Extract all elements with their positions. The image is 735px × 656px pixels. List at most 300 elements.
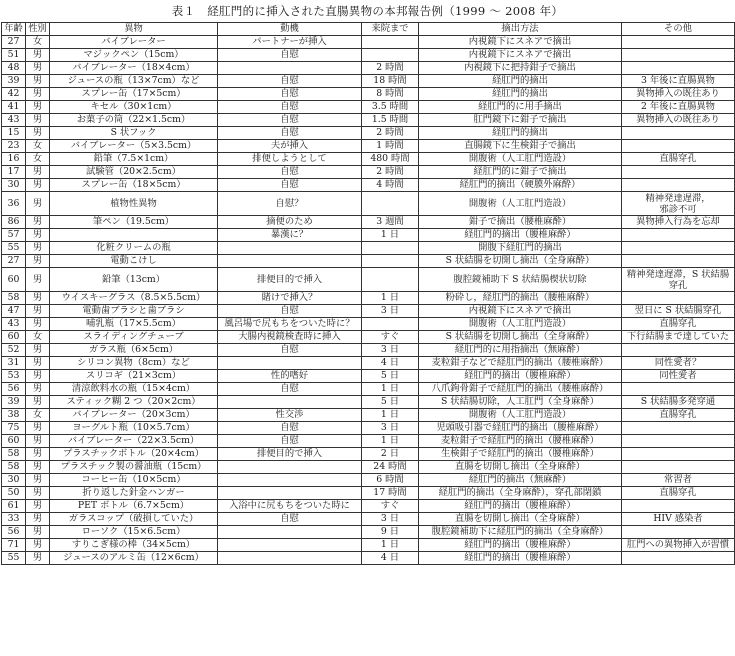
header-extraction-method: 摘出方法: [419, 23, 622, 36]
cell-extraction-method: 麦粒鉗子で経肛門的摘出（腰椎麻酔）: [419, 435, 622, 448]
cell-sex: 男: [26, 292, 50, 305]
cell-motive: 自慰: [218, 422, 362, 435]
cell-time-to-visit: 18 時間: [362, 75, 419, 88]
cell-motive: [218, 487, 362, 500]
cell-motive: [218, 461, 362, 474]
cell-age: 42: [2, 88, 26, 101]
cell-other: 肛門への異物挿入が習慣: [622, 539, 735, 552]
cell-sex: 男: [26, 357, 50, 370]
cell-object: スプレー缶（18×5cm）: [50, 179, 218, 192]
table-row: [2, 242, 735, 255]
cell-other: 直腸穿孔: [622, 153, 735, 166]
table-row: [2, 422, 735, 435]
cell-age: 57: [2, 229, 26, 242]
cell-time-to-visit: 3 日: [362, 422, 419, 435]
cell-age: 60: [2, 435, 26, 448]
cell-object: S 状フック: [50, 127, 218, 140]
cell-age: 58: [2, 448, 26, 461]
cell-age: 58: [2, 461, 26, 474]
table-row: [2, 500, 735, 513]
cell-motive: 自慰: [218, 435, 362, 448]
cell-motive: 自慰: [218, 101, 362, 114]
cell-other: 異物挿入の既往あり: [622, 88, 735, 101]
cell-other: [622, 242, 735, 255]
cell-age: 55: [2, 242, 26, 255]
cell-motive: 自慰: [218, 344, 362, 357]
cell-sex: 男: [26, 422, 50, 435]
cell-motive: 自慰: [218, 49, 362, 62]
cell-time-to-visit: 1 時間: [362, 140, 419, 153]
cell-sex: 男: [26, 62, 50, 75]
cell-other: [622, 255, 735, 268]
cell-sex: 男: [26, 268, 50, 292]
cell-sex: 男: [26, 435, 50, 448]
cell-sex: 男: [26, 344, 50, 357]
cell-time-to-visit: [362, 49, 419, 62]
cell-age: 16: [2, 153, 26, 166]
cell-object: ジュースのアルミ缶（12×6cm）: [50, 552, 218, 565]
cell-extraction-method: 経肛門的摘出（全身麻酔），穿孔部閉鎖: [419, 487, 622, 500]
cell-age: 43: [2, 318, 26, 331]
cell-object: キセル（30×1cm）: [50, 101, 218, 114]
cell-sex: 男: [26, 552, 50, 565]
cell-object: [50, 229, 218, 242]
cell-extraction-method: 経肛門的摘出: [419, 127, 622, 140]
cell-age: 75: [2, 422, 26, 435]
cell-object: コーヒー缶（10×5cm）: [50, 474, 218, 487]
table-row: [2, 318, 735, 331]
cell-extraction-method: 経肛門的摘出（腰椎麻酔）: [419, 370, 622, 383]
foreign-body-table: [1, 22, 735, 565]
cell-object: ジュースの瓶（13×7cm）など: [50, 75, 218, 88]
cell-sex: 男: [26, 500, 50, 513]
cell-object: バイブレーター（5×3.5cm）: [50, 140, 218, 153]
cell-extraction-method: 経肛門的摘出: [419, 88, 622, 101]
cell-other: [622, 526, 735, 539]
cell-object: ガラス瓶（6×5cm）: [50, 344, 218, 357]
cell-age: 39: [2, 396, 26, 409]
table-row: [2, 140, 735, 153]
table-row: [2, 255, 735, 268]
cell-object: シリコン異物（8cm）など: [50, 357, 218, 370]
cell-other: S 状結腸多発穿通: [622, 396, 735, 409]
cell-time-to-visit: 1 日: [362, 409, 419, 422]
cell-other: [622, 127, 735, 140]
cell-object: ローソク（15×6.5cm）: [50, 526, 218, 539]
cell-time-to-visit: 9 日: [362, 526, 419, 539]
header-age: 年齢: [2, 23, 26, 36]
cell-sex: 男: [26, 539, 50, 552]
cell-age: 33: [2, 513, 26, 526]
cell-extraction-method: 八爪鉤骨鉗子で経肛門的摘出（腰椎麻酔）: [419, 383, 622, 396]
header-sex: 性別: [26, 23, 50, 36]
cell-motive: 入浴中に尻もちをついた時に: [218, 500, 362, 513]
cell-age: 60: [2, 331, 26, 344]
cell-extraction-method: 粉砕し，経肛門的摘出（腰椎麻酔）: [419, 292, 622, 305]
table-row: [2, 216, 735, 229]
cell-other: 翌日に S 状結腸穿孔: [622, 305, 735, 318]
header-time-to-visit: 来院まで: [362, 23, 419, 36]
cell-age: 55: [2, 552, 26, 565]
cell-object: スプレー缶（17×5cm）: [50, 88, 218, 101]
cell-sex: 男: [26, 461, 50, 474]
cell-sex: 男: [26, 526, 50, 539]
cell-time-to-visit: [362, 268, 419, 292]
cell-motive: 排便目的で挿入: [218, 448, 362, 461]
table-row: [2, 526, 735, 539]
cell-other: [622, 461, 735, 474]
cell-object: 電動歯ブラシと歯ブラシ: [50, 305, 218, 318]
cell-extraction-method: 内視鏡下にスネアで摘出: [419, 305, 622, 318]
cell-time-to-visit: すぐ: [362, 331, 419, 344]
cell-object: お菓子の筒（22×1.5cm）: [50, 114, 218, 127]
cell-object: PET ボトル（6.7×5cm）: [50, 500, 218, 513]
cell-other: [622, 448, 735, 461]
cell-sex: 女: [26, 153, 50, 166]
cell-object: バイブレーター: [50, 36, 218, 49]
cell-sex: 男: [26, 513, 50, 526]
cell-motive: 自慰: [218, 114, 362, 127]
cell-time-to-visit: 2 時間: [362, 166, 419, 179]
cell-other: [622, 166, 735, 179]
cell-motive: 賭けで挿入？: [218, 292, 362, 305]
cell-other: 同性愛者: [622, 370, 735, 383]
cell-sex: 女: [26, 331, 50, 344]
cell-other: HIV 感染者: [622, 513, 735, 526]
cell-extraction-method: S 状結腸切除，人工肛門（全身麻酔）: [419, 396, 622, 409]
cell-time-to-visit: 5 日: [362, 370, 419, 383]
cell-time-to-visit: 3 週間: [362, 216, 419, 229]
cell-motive: 風呂場で尻もちをついた時に？: [218, 318, 362, 331]
cell-extraction-method: 肛門鏡下に鉗子で摘出: [419, 114, 622, 127]
cell-sex: 男: [26, 192, 50, 216]
cell-extraction-method: 開腹術（人工肛門造設）: [419, 409, 622, 422]
cell-extraction-method: 経肛門的摘出（無麻酔）: [419, 474, 622, 487]
table-row: [2, 49, 735, 62]
cell-other: 異物挿入行為を忘却: [622, 216, 735, 229]
cell-other: [622, 140, 735, 153]
cell-object: バイブレーター（20×3cm）: [50, 409, 218, 422]
cell-motive: 自慰: [218, 88, 362, 101]
cell-other: 下行結腸まで達していた: [622, 331, 735, 344]
table-row: [2, 101, 735, 114]
cell-time-to-visit: [362, 192, 419, 216]
cell-age: 50: [2, 487, 26, 500]
cell-time-to-visit: [362, 318, 419, 331]
cell-age: 56: [2, 383, 26, 396]
cell-time-to-visit: 5 日: [362, 396, 419, 409]
table-row: [2, 179, 735, 192]
table-row: [2, 513, 735, 526]
table-row: [2, 127, 735, 140]
cell-sex: 男: [26, 396, 50, 409]
table-row: [2, 153, 735, 166]
table-row: [2, 36, 735, 49]
cell-age: 23: [2, 140, 26, 153]
table-title: 表１ 経肛門的に挿入された直腸異物の本邦報告例（1999 ～ 2008 年）: [171, 4, 564, 18]
cell-extraction-method: S 状結腸を切開し摘出（全身麻酔）: [419, 331, 622, 344]
cell-extraction-method: 開腹術（人工肛門造設）: [419, 192, 622, 216]
cell-other: 同性愛者？: [622, 357, 735, 370]
cell-age: 30: [2, 474, 26, 487]
cell-time-to-visit: 2 日: [362, 448, 419, 461]
table-row: [2, 435, 735, 448]
cell-object: ウイスキーグラス（8.5×5.5cm）: [50, 292, 218, 305]
cell-sex: 男: [26, 166, 50, 179]
cell-time-to-visit: 480 時間: [362, 153, 419, 166]
cell-sex: 女: [26, 36, 50, 49]
cell-age: 15: [2, 127, 26, 140]
table-row: [2, 474, 735, 487]
cell-extraction-method: 鉗子で摘出（腰椎麻酔）: [419, 216, 622, 229]
cell-sex: 女: [26, 409, 50, 422]
cell-sex: 男: [26, 487, 50, 500]
cell-time-to-visit: 24 時間: [362, 461, 419, 474]
cell-object: すりこぎ様の棒（34×5cm）: [50, 539, 218, 552]
cell-object: スティック糊 2 つ（20×2cm）: [50, 396, 218, 409]
cell-object: マジックペン（15cm）: [50, 49, 218, 62]
table-row: [2, 487, 735, 500]
cell-object: ヨーグルト瓶（10×5.7cm）: [50, 422, 218, 435]
cell-motive: 摘便のため: [218, 216, 362, 229]
cell-line: 精神発達遅滞，S 状結腸: [626, 268, 730, 280]
cell-motive: [218, 62, 362, 75]
cell-other: [622, 36, 735, 49]
cell-sex: 男: [26, 383, 50, 396]
cell-motive: 自慰: [218, 179, 362, 192]
cell-sex: 男: [26, 127, 50, 140]
cell-sex: 男: [26, 114, 50, 127]
table-row: [2, 461, 735, 474]
table-row: [2, 552, 735, 565]
cell-sex: 男: [26, 370, 50, 383]
cell-line: 穿孔: [668, 279, 688, 291]
cell-object: 試験管（20×2.5cm）: [50, 166, 218, 179]
table-row: [2, 539, 735, 552]
cell-time-to-visit: 2 時間: [362, 127, 419, 140]
cell-motive: [218, 255, 362, 268]
cell-motive: [218, 474, 362, 487]
cell-time-to-visit: 6 時間: [362, 474, 419, 487]
cell-sex: 男: [26, 242, 50, 255]
cell-other: [622, 422, 735, 435]
cell-time-to-visit: 2 時間: [362, 62, 419, 75]
cell-time-to-visit: 3 日: [362, 344, 419, 357]
cell-object: プラスチック製の醤油瓶（15cm）: [50, 461, 218, 474]
cell-motive: 自慰: [218, 383, 362, 396]
cell-object: 植物性異物: [50, 192, 218, 216]
cell-sex: 男: [26, 88, 50, 101]
cell-extraction-method: 経肛門的摘出（腰椎麻酔）: [419, 552, 622, 565]
cell-time-to-visit: [362, 36, 419, 49]
cell-sex: 男: [26, 179, 50, 192]
cell-age: 43: [2, 114, 26, 127]
cell-age: 41: [2, 101, 26, 114]
table-row: [2, 396, 735, 409]
table-row: [2, 357, 735, 370]
cell-other: 直腸穿孔: [622, 409, 735, 422]
cell-extraction-method: 経肛門的摘出（腰椎麻酔）: [419, 500, 622, 513]
table-row: [2, 370, 735, 383]
cell-object: 折り返した針金ハンガー: [50, 487, 218, 500]
header-other: その他: [622, 23, 735, 36]
cell-age: 52: [2, 344, 26, 357]
cell-extraction-method: 内視鏡下に把持鉗子で摘出: [419, 62, 622, 75]
cell-motive: 大腸内視鏡検査時に挿入: [218, 331, 362, 344]
cell-extraction-method: 腹腔鏡補助下 S 状結腸楔状切除: [419, 268, 622, 292]
cell-age: 27: [2, 36, 26, 49]
cell-line: 精神発達遅滞，: [645, 192, 711, 204]
table-row: [2, 88, 735, 101]
cell-extraction-method: 麦粒鉗子などで経肛門的摘出（腰椎麻酔）: [419, 357, 622, 370]
cell-age: 71: [2, 539, 26, 552]
cell-time-to-visit: [362, 242, 419, 255]
cell-other: [622, 435, 735, 448]
cell-motive: 自慰？: [218, 192, 362, 216]
cell-age: 51: [2, 49, 26, 62]
cell-object: 化粧クリームの瓶: [50, 242, 218, 255]
cell-object: バイブレーター（22×3.5cm）: [50, 435, 218, 448]
table-header-row: [2, 23, 735, 36]
cell-age: 58: [2, 292, 26, 305]
cell-sex: 男: [26, 101, 50, 114]
cell-age: 31: [2, 357, 26, 370]
cell-time-to-visit: 1.5 時間: [362, 114, 419, 127]
table-row: [2, 229, 735, 242]
cell-age: 47: [2, 305, 26, 318]
cell-motive: 自慰: [218, 513, 362, 526]
cell-sex: 男: [26, 318, 50, 331]
cell-motive: [218, 539, 362, 552]
cell-extraction-method: 内視鏡下にスネアで摘出: [419, 36, 622, 49]
cell-time-to-visit: 1 日: [362, 383, 419, 396]
cell-time-to-visit: 8 時間: [362, 88, 419, 101]
cell-sex: 男: [26, 255, 50, 268]
cell-other: [622, 292, 735, 305]
cell-extraction-method: 経肛門的摘出（腰椎麻酔）: [419, 229, 622, 242]
cell-other: 常習者: [622, 474, 735, 487]
table-row: [2, 166, 735, 179]
cell-other: 異物挿入の既往あり: [622, 114, 735, 127]
cell-sex: 男: [26, 448, 50, 461]
cell-other: 直腸穿孔: [622, 318, 735, 331]
cell-motive: [218, 552, 362, 565]
cell-other: [622, 268, 735, 292]
cell-other: [622, 500, 735, 513]
cell-object: 清涼飲料水の瓶（15×4cm）: [50, 383, 218, 396]
cell-other: [622, 552, 735, 565]
header-object: 異物: [50, 23, 218, 36]
cell-time-to-visit: 17 時間: [362, 487, 419, 500]
table-row: [2, 62, 735, 75]
cell-time-to-visit: 1 日: [362, 435, 419, 448]
cell-extraction-method: 直腸を切開し摘出（全身麻酔）: [419, 513, 622, 526]
cell-other: 2 年後に直腸異物: [622, 101, 735, 114]
cell-time-to-visit: 4 時間: [362, 179, 419, 192]
cell-motive: [218, 526, 362, 539]
cell-object: スリコギ（21×3cm）: [50, 370, 218, 383]
cell-time-to-visit: 3 日: [362, 513, 419, 526]
table-row: [2, 331, 735, 344]
cell-extraction-method: 腹腔鏡補助下に経肛門的摘出（全身麻酔）: [419, 526, 622, 539]
cell-other: 3 年後に直腸異物: [622, 75, 735, 88]
cell-age: 86: [2, 216, 26, 229]
cell-object: スライディングチューブ: [50, 331, 218, 344]
table-row: [2, 75, 735, 88]
cell-motive: 自慰: [218, 166, 362, 179]
cell-extraction-method: 開腹術（人工肛門造設）: [419, 318, 622, 331]
cell-sex: 男: [26, 474, 50, 487]
cell-age: 60: [2, 268, 26, 292]
cell-object: 電動こけし: [50, 255, 218, 268]
cell-motive: [218, 242, 362, 255]
cell-sex: 男: [26, 75, 50, 88]
table-row: [2, 268, 735, 292]
table-row: [2, 409, 735, 422]
cell-extraction-method: 生検鉗子で経肛門的摘出（腰椎麻酔）: [419, 448, 622, 461]
cell-extraction-method: 開腹下経肛門的摘出: [419, 242, 622, 255]
cell-time-to-visit: 1 日: [362, 229, 419, 242]
cell-object: 哺乳瓶（17×5.5cm）: [50, 318, 218, 331]
cell-time-to-visit: 1 日: [362, 539, 419, 552]
cell-extraction-method: 児頭吸引器で経肛門的摘出（腰椎麻酔）: [419, 422, 622, 435]
cell-extraction-method: 開腹術（人工肛門造設）: [419, 153, 622, 166]
cell-other: [622, 179, 735, 192]
cell-extraction-method: 経肛門的に鉗子で摘出: [419, 166, 622, 179]
cell-age: 48: [2, 62, 26, 75]
cell-extraction-method: 経肛門的摘出（腰椎麻酔）: [419, 539, 622, 552]
cell-motive: 夫が挿入: [218, 140, 362, 153]
cell-age: 30: [2, 179, 26, 192]
cell-extraction-method: 経肛門的摘出: [419, 75, 622, 88]
cell-motive: 自慰: [218, 127, 362, 140]
table-row: [2, 292, 735, 305]
cell-extraction-method: 経肛門的に用指摘出（無麻酔）: [419, 344, 622, 357]
cell-sex: 男: [26, 305, 50, 318]
cell-time-to-visit: 3 日: [362, 305, 419, 318]
cell-motive: 性的嗜好: [218, 370, 362, 383]
cell-motive: [218, 357, 362, 370]
cell-age: 53: [2, 370, 26, 383]
table-row: [2, 114, 735, 127]
cell-object: ガラスコップ（破損していた）: [50, 513, 218, 526]
cell-age: 36: [2, 192, 26, 216]
cell-motive: 性交渉: [218, 409, 362, 422]
cell-other: [622, 49, 735, 62]
cell-extraction-method: 内視鏡下にスネアで摘出: [419, 49, 622, 62]
cell-extraction-method: S 状結腸を切開し摘出（全身麻酔）: [419, 255, 622, 268]
cell-object: 筆ペン（19.5cm）: [50, 216, 218, 229]
cell-time-to-visit: 3.5 時間: [362, 101, 419, 114]
header-motive: 動機: [218, 23, 362, 36]
cell-line: 邪診不可: [659, 203, 697, 215]
cell-other: [622, 229, 735, 242]
table-row: [2, 192, 735, 216]
cell-age: 38: [2, 409, 26, 422]
table-row: [2, 448, 735, 461]
cell-other: [622, 192, 735, 216]
cell-motive: 暴漢に？: [218, 229, 362, 242]
cell-time-to-visit: 1 日: [362, 292, 419, 305]
cell-motive: 自慰: [218, 305, 362, 318]
cell-other: [622, 344, 735, 357]
cell-sex: 男: [26, 229, 50, 242]
cell-age: 27: [2, 255, 26, 268]
cell-extraction-method: 直腸を切開し摘出（全身麻酔）: [419, 461, 622, 474]
table-row: [2, 344, 735, 357]
cell-object: バイブレーター（18×4cm）: [50, 62, 218, 75]
cell-object: 鉛筆（13cm）: [50, 268, 218, 292]
